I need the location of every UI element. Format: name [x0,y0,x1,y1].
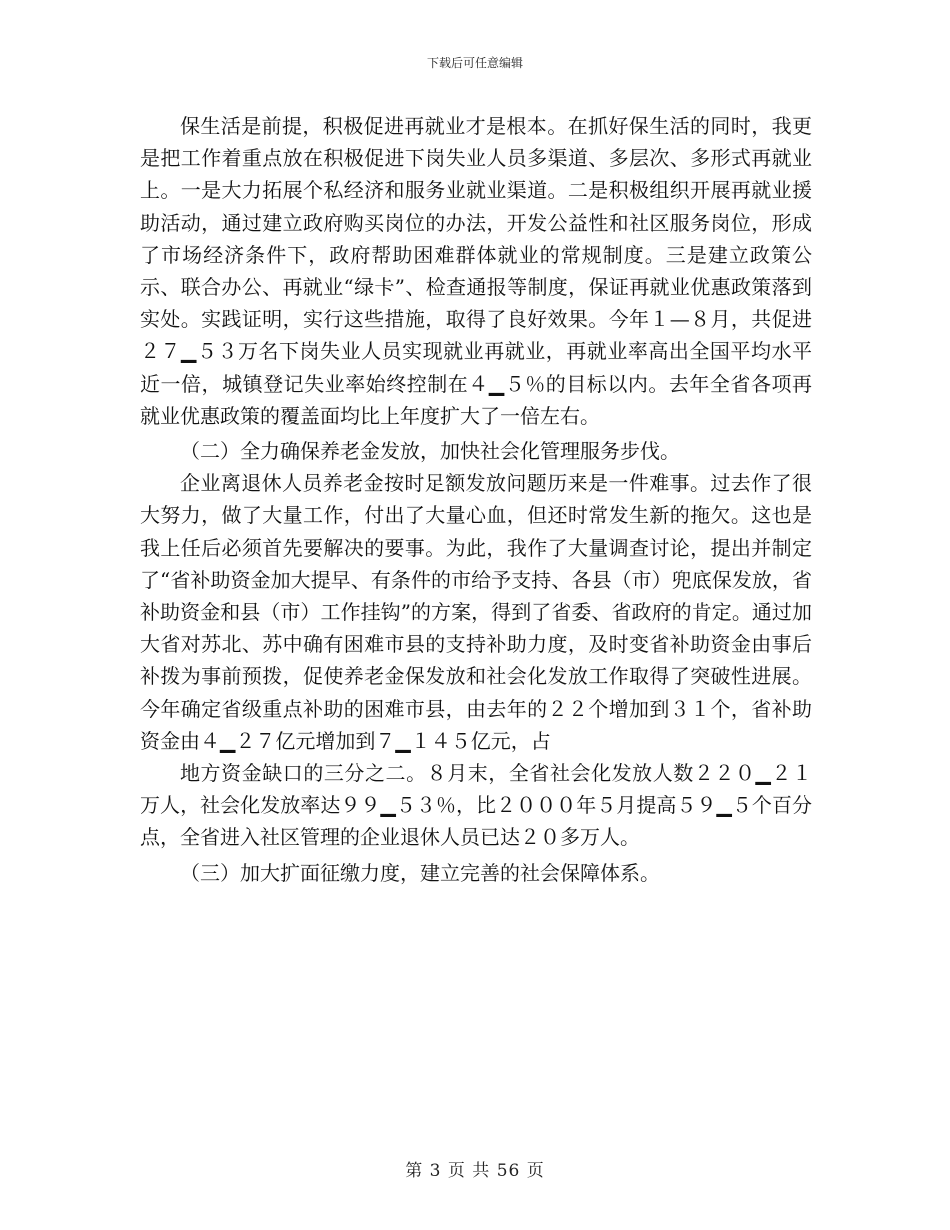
paragraph-pension-continued: 地方资金缺口的三分之二。８月末，全省社会化发放人数２２０▁２１万人，社会化发放率达９９▁５３％，比２０００年５月提高５９▁５个百分点，全省进入社区管理的企业退休人员已达２０多万人。 [140,761,812,850]
paragraph-employment: 保生活是前提，积极促进再就业才是根本。在抓好保生活的同时，我更是把工作着重点放在积极促进下岗失业人员多渠道、多层次、多形式再就业上。一是大力拓展个私经济和服务业就业渠道。二是积极组织开展再就业援助活动，通过建立政府购买岗位的办法，开发公益性和社区服务岗位，形成了市场经济条件下，政府帮助困难群体就业的常规制度。三是建立政策公示、联合办公、再就业“绿卡”、检查通报等制度，保证再就业优惠政策落到实处。实践证明，实行这些措施，取得了良好效果。今年１—８月，共促进２７▁５３万名下岗失业人员实现就业再就业，再就业率高出全国平均水平近一倍，城镇登记失业率始终控制在４▁５％的目标以内。去年全省各项再就业优惠政策的覆盖面均比上年度扩大了一倍左右。 [140,114,812,428]
header-note: 下载后可任意编辑 [426,56,523,70]
page-number: 第 3 页 共 56 页 [405,1161,545,1181]
document-body [140,110,812,889]
section-heading-pension: （二）全力确保养老金发放，加快社会化管理服务步伐。 [180,439,680,464]
section-heading-coverage: （三）加大扩面征缴力度，建立完善的社会保障体系。 [180,860,660,885]
paragraph-pension: 企业离退休人员养老金按时足额发放问题历来是一件难事。过去作了很大努力，做了大量工作，付出了大量心血，但还时常发生新的拖欠。这也是我上任后必须首先要解决的要事。为此，我作了大量调查讨论，提出并制定了“省补助资金加大提早、有条件的市给予支持、各县（市）兜底保发放，省补助资金和县（市）工作挂钩”的方案，得到了省委、省政府的肯定。通过加大省对苏北、苏中确有困难市县的支持补助力度，及时变省补助资金由事后补拨为事前预拨，促使养老金保发放和社会化发放工作取得了突破性进展。今年确定省级重点补助的困难市县，由去年的２２个增加到３１个，省补助资金由４▁２７亿元增加到７▁１４５亿元，占 [140,471,812,753]
